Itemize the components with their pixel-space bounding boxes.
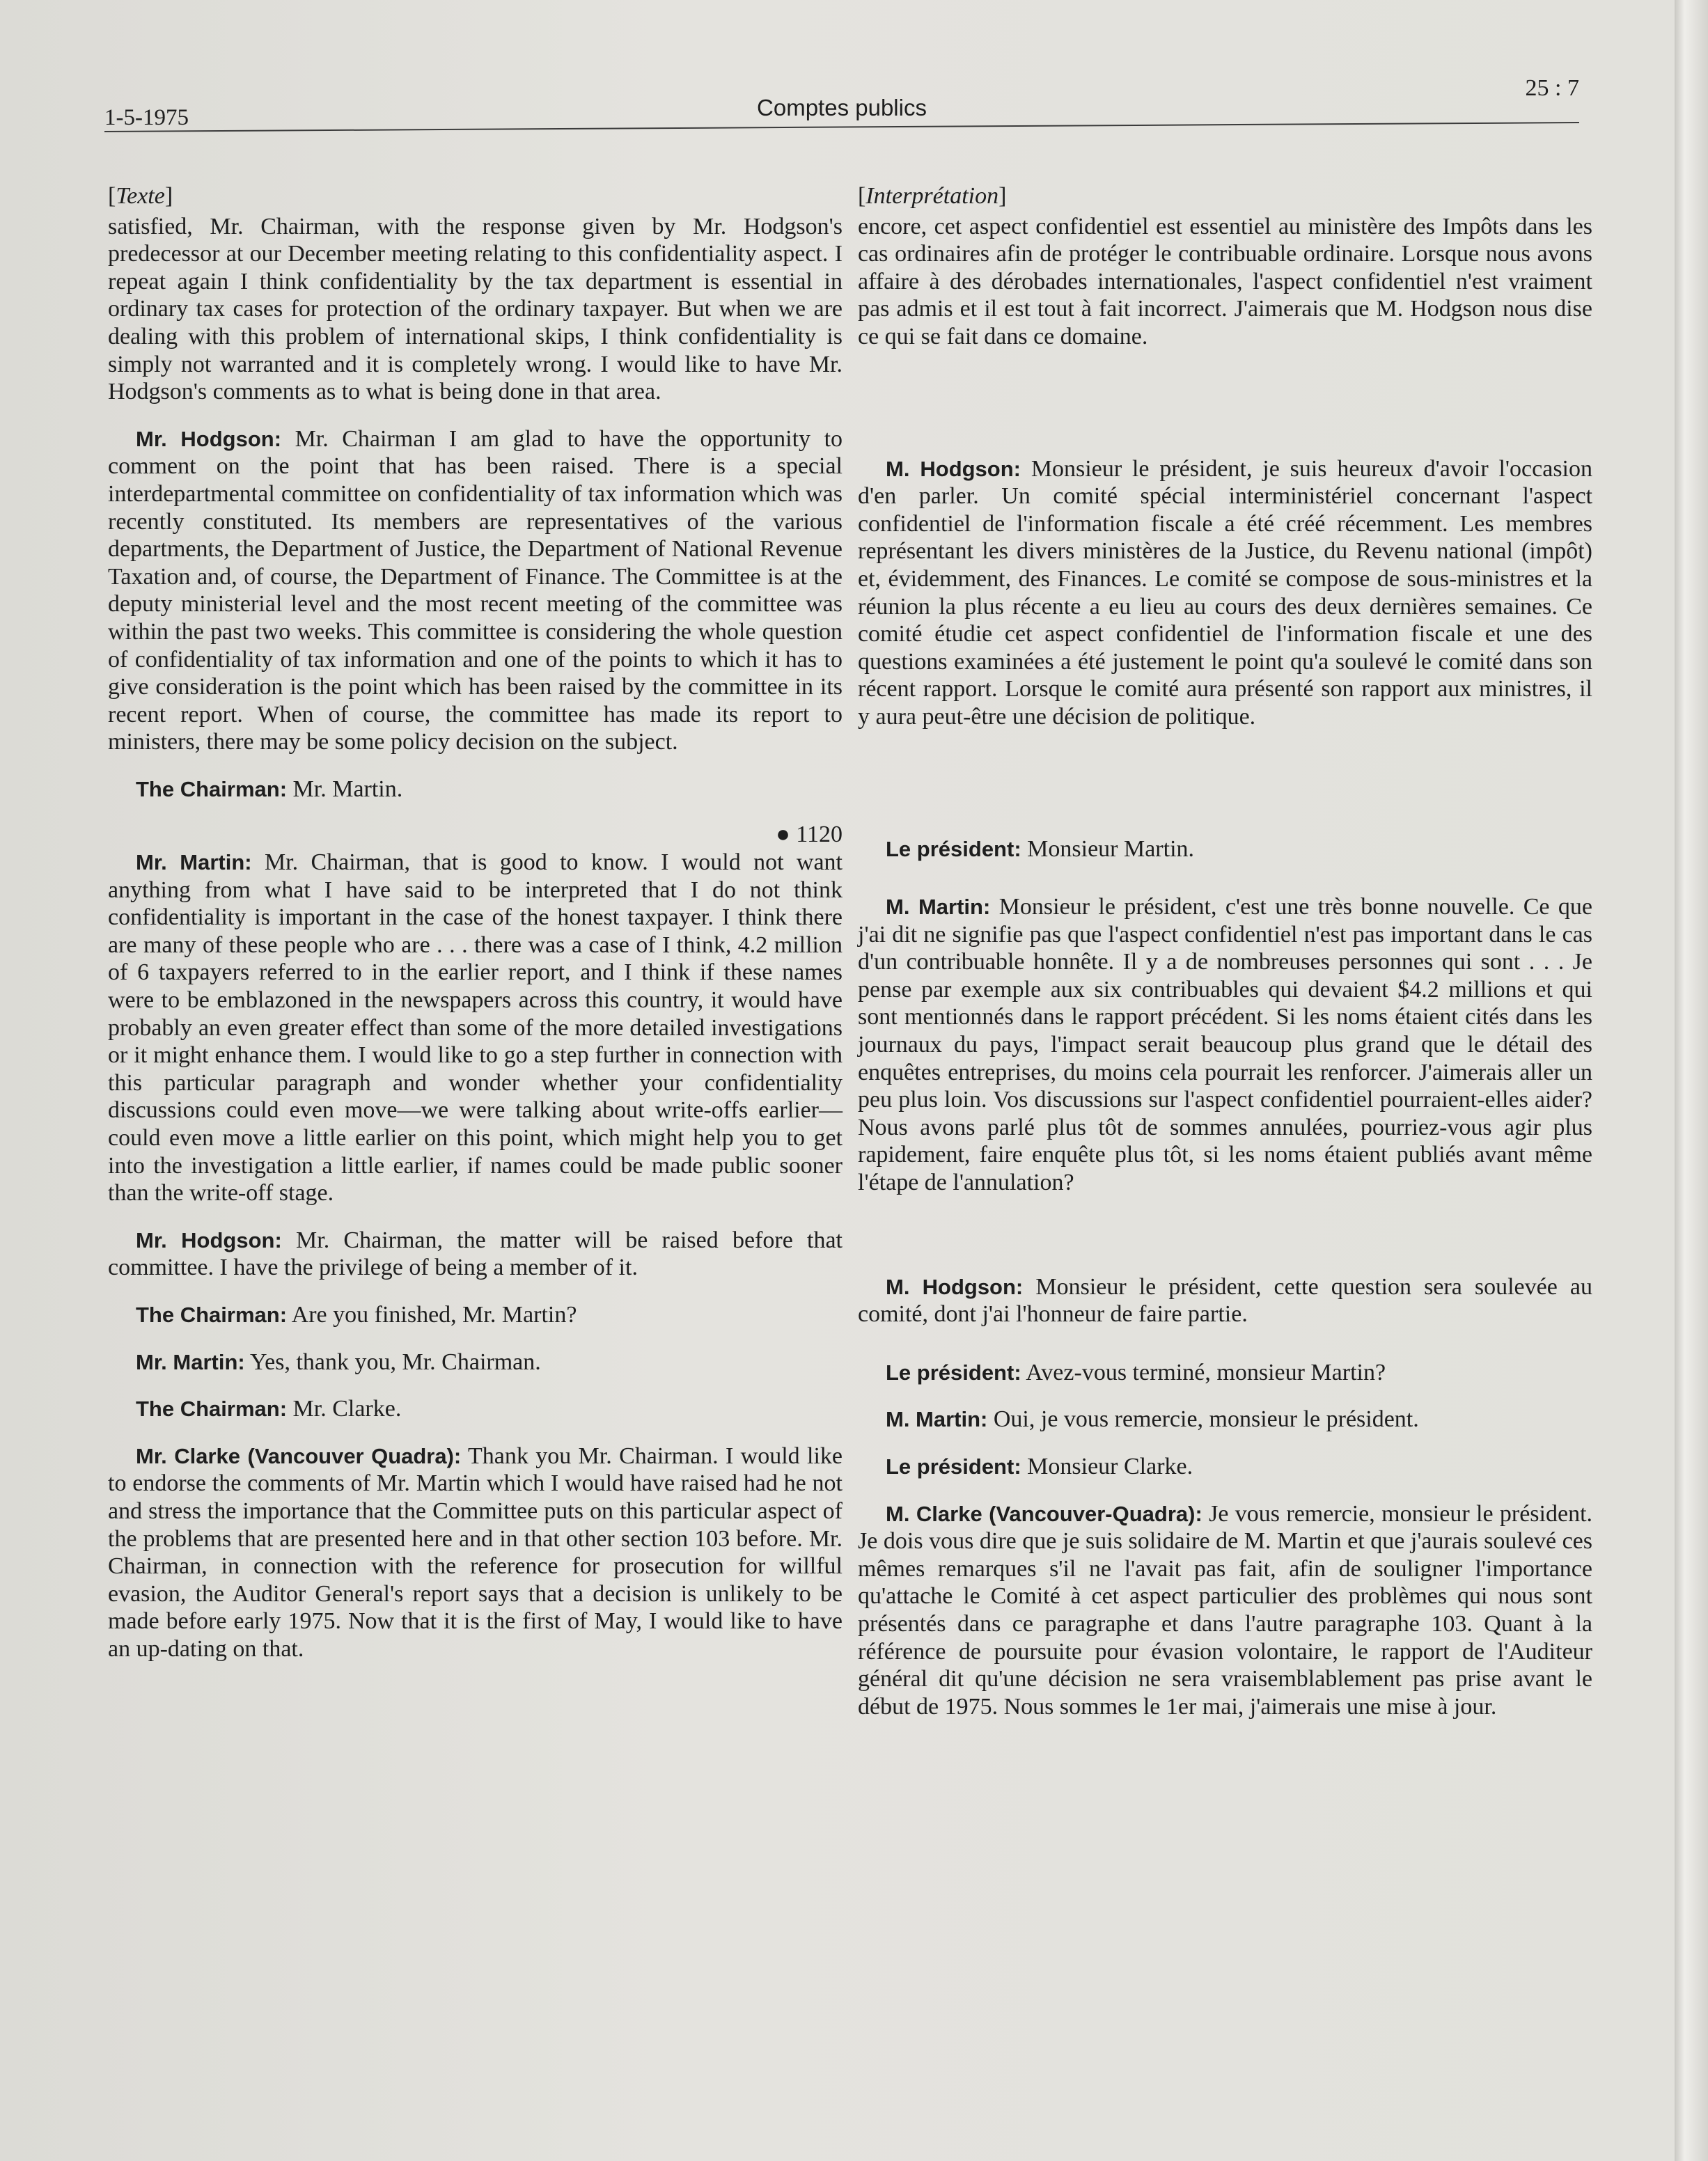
speaker-label: M. Hodgson: bbox=[886, 456, 1021, 481]
speaker-label: Mr. Hodgson: bbox=[136, 426, 282, 451]
speaker-label: M. Martin: bbox=[886, 1407, 988, 1432]
french-paragraph-intro: encore, cet aspect confidentiel est essentiel au ministère des Impôts dans les cas ordinaires afin de protéger le contribuable ordinaire. Lorsque nous avons affaire à des dérobades internationales, l'aspect confidentiel n'est vraiment pas admis et il est tout à fait incorrect. J'aimerais que M. Hodgson nous dise ce qui se fait dans ce domaine. bbox=[858, 213, 1592, 349]
english-speech-hodgson: Mr. Hodgson: Mr. Chairman I am glad to have the opportunity to comment on the point that has been raised. There is a special interdepartmental committee on confidentiality of tax information which was recently constituted. Its members are representatives of the various departments, the Department of Justice, the Department of National Revenue Taxation and, of course, the Department of Finance. The Committee is at the deputy ministerial level and the most recent meeting of the committee was within the past two weeks. This committee is considering the whole question of confidentiality of tax information and one of the points to which it has to give consideration is the point which has been raised by the committee in its recent report. When of course, the committee has made its report to ministers, there may be some policy decision on the subject. bbox=[108, 425, 843, 755]
english-speech-martin: Mr. Martin: Mr. Chairman, that is good to know. I would not want anything from what I have said to be interpreted that I do not think confidentiality is important in the case of the honest taxpayer. I think there are many of these people who are . . . there was a case of I think, 4.2 million of 6 taxpayers referred to in the earlier report, and I think if these names were to be emblazoned in the newspapers across this country, it would have probably an even greater effect than some of the more detailed investigations or it might enhance them. I would like to go a step further in connection with this particular paragraph and wonder whether your confidentiality discussions could even move—we were talking about write-offs earlier—could even move a little earlier on this point, which might help you to get into the investigation a little earlier, if names could be made public sooner than the write-off stage. bbox=[108, 849, 843, 1207]
french-speech-president-3: Le président: Monsieur Clarke. bbox=[886, 1454, 1193, 1479]
english-speech-chairman-2: The Chairman: Are you finished, Mr. Martin? bbox=[136, 1301, 577, 1328]
speaker-label: The Chairman: bbox=[136, 776, 288, 801]
speaker-label: M. Martin: bbox=[886, 895, 991, 920]
speaker-label: The Chairman: bbox=[136, 1302, 288, 1327]
speaker-label: Mr. Martin: bbox=[136, 1349, 245, 1374]
french-speech-clarke: M. Clarke (Vancouver-Quadra): Je vous remercie, monsieur le président. Je dois vous dire que je suis solidaire de M. Martin et que j'aurais soulevé ces mêmes remarques s'il ne l'avait pas fait, afin de souligner l'importance qu'attache le Comité à cet aspect particulier des problèmes qui nous sont présentés dans ce paragraphe et dans l'autre paragraphe 103. Quant à la référence de poursuite pour évasion volontaire, le rapport de l'Auditeur général dit qu'une décision ne sera vraisemblablement pas prise avant le début de 1975. Nous sommes le 1er mai, j'aimerais une mise à jour. bbox=[858, 1500, 1593, 1720]
french-speech-president-2: Le président: Avez-vous terminé, monsieur Martin? bbox=[886, 1359, 1386, 1385]
speaker-label: Mr. Hodgson: bbox=[136, 1227, 282, 1252]
french-column bbox=[858, 182, 1592, 1720]
english-speech-hodgson-2: Mr. Hodgson: Mr. Chairman, the matter will be raised before that committee. I have the privilege of being a member of it. bbox=[108, 1227, 843, 1281]
english-speech-clarke: Mr. Clarke (Vancouver Quadra): Thank you Mr. Chairman. I would like to endorse the comments of Mr. Martin which I would have raised had he not and stress the importance that the Committee puts on this particular aspect of the problems that are presented here and in that other section 103 before. Mr. Chairman, in connection with the reference for prosecution for willful evasion, the Auditor General's report says that a decision is unlikely to be made before early 1975. Now that it is the first of May, I would like to have an up-dating on that. bbox=[108, 1443, 843, 1662]
speaker-label: Mr. Martin: bbox=[136, 850, 252, 875]
page-edge bbox=[1675, 0, 1708, 2161]
english-speech-chairman-3: The Chairman: Mr. Clarke. bbox=[136, 1396, 402, 1422]
english-column bbox=[108, 182, 843, 1663]
header-title: Comptes publics bbox=[757, 95, 927, 120]
speaker-label: M. Hodgson: bbox=[886, 1274, 1024, 1299]
header-date: 1-5-1975 bbox=[104, 105, 189, 130]
english-speech-chairman: The Chairman: Mr. Martin. bbox=[136, 776, 403, 802]
french-speech-president: Le président: Monsieur Martin. bbox=[886, 835, 1195, 862]
speaker-label: The Chairman: bbox=[136, 1397, 288, 1422]
french-tag: [Interprétation] bbox=[858, 183, 1007, 209]
speaker-label: M. Clarke (Vancouver-Quadra): bbox=[886, 1501, 1202, 1526]
french-speech-martin: M. Martin: Monsieur le président, c'est une très bonne nouvelle. Ce que j'ai dit ne signifie pas que l'aspect confidentiel n'est pas important dans le cas d'un contribuable honnête. Il y a de nombreuses personnes qui sont . . . Je pense par exemple aux six contribuables qui devaient $4.2 millions et qui sont mentionnés dans le rapport précédent. Si les noms étaient cités dans les journaux du pays, l'impact serait beaucoup plus grand que le détail des enquêtes entreprises, du moins cela pourrait les renforcer. J'aimerais aller un peu plus loin. Vos discussions sur l'aspect confidentiel pourraient-elles aider? Nous avons parlé plus tôt de sommes annulées, pourriez-vous agir plus rapidement, faire enquête plus tôt, si les noms étaient publiés avant même l'étape de l'annulation? bbox=[858, 894, 1592, 1196]
time-marker: ● 1120 bbox=[776, 822, 843, 848]
french-speech-hodgson-2: M. Hodgson: Monsieur le président, cette question sera soulevée au comité, dont j'ai l'honneur de faire partie. bbox=[858, 1273, 1592, 1328]
french-speech-hodgson: M. Hodgson: Monsieur le président, je suis heureux d'avoir l'occasion d'en parler. Un comité spécial interministériel concernant l'aspect confidentiel de l'information fiscale a été créé récemment. Les membres représentant les divers ministères de la Justice, du Revenu national (impôt) et, évidemment, des Finances. Le comité se compose de sous-ministres et la réunion la plus récente a eu lieu au cours des deux dernières semaines. Ce comité étudie cet aspect confidentiel de l'information fiscale et une des questions examinées a été justement le point qu'a soulevé le comité dans son récent rapport. Lorsque le comité aura présenté son rapport aux ministres, il y aura peut-être une décision de politique. bbox=[858, 455, 1592, 730]
english-tag: [Texte] bbox=[108, 183, 173, 209]
english-speech-martin-2: Mr. Martin: Yes, thank you, Mr. Chairman. bbox=[136, 1349, 541, 1375]
header-page-number: 25 : 7 bbox=[1525, 75, 1579, 101]
english-paragraph-intro: satisfied, Mr. Chairman, with the response given by Mr. Hodgson's predecessor at our December meeting relating to this confidentiality aspect. I repeat again I think confidentiality by the tax department is essential in ordinary tax cases for protection of the ordinary taxpayer. But when we are dealing with this problem of international skips, I think confidentiality is simply not warranted and it is completely wrong. I would like to have Mr. Hodgson's comments as to what is being done in that area. bbox=[108, 213, 843, 405]
french-speech-martin-2: M. Martin: Oui, je vous remercie, monsieur le président. bbox=[886, 1406, 1419, 1433]
speaker-label: Le président: bbox=[886, 1454, 1021, 1479]
speaker-label: Le président: bbox=[886, 1360, 1021, 1385]
speaker-label: Le président: bbox=[886, 836, 1021, 861]
speaker-label: Mr. Clarke (Vancouver Quadra): bbox=[136, 1443, 462, 1468]
